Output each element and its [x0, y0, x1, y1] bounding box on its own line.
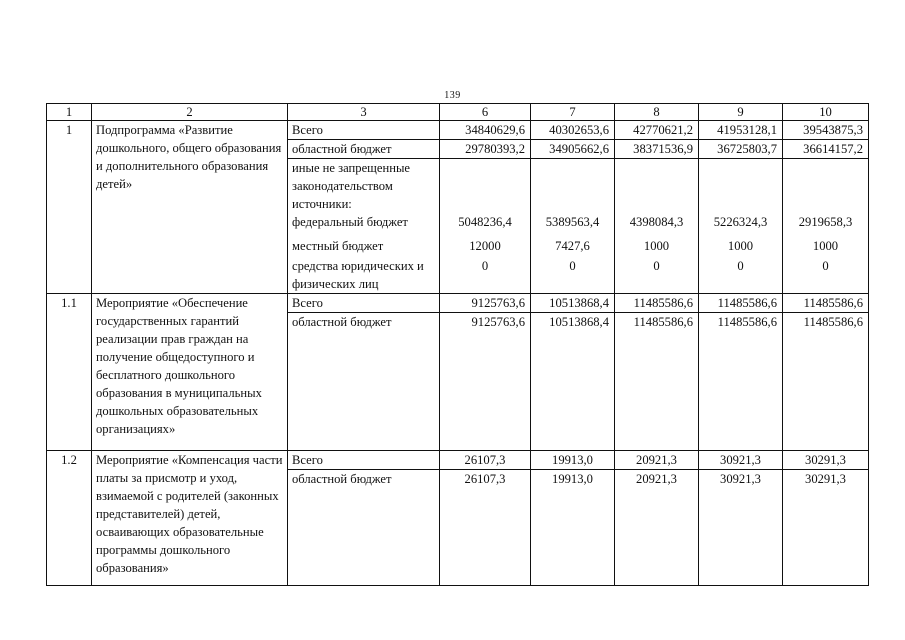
value-cell: 26107,3 [440, 451, 531, 470]
value-cell: 30291,3 [783, 451, 869, 470]
value-cell: 0 [615, 257, 699, 294]
value-cell: 41953128,1 [699, 121, 783, 140]
funding-source: Всего [288, 121, 440, 140]
program-name: Подпрограмма «Развитие дошкольного, общего образования и дополнительного образования детей» [92, 121, 288, 294]
value-cell [783, 159, 869, 214]
value-cell [699, 159, 783, 214]
value-cell: 11485586,6 [615, 313, 699, 451]
value-cell: 9125763,6 [440, 313, 531, 451]
funding-source: средства юридических и физических лиц [288, 257, 440, 294]
value-cell: 2919658,3 [783, 213, 869, 237]
value-cell: 1000 [699, 237, 783, 257]
value-cell: 36725803,7 [699, 140, 783, 159]
program-name: Мероприятие «Обеспечение государственных гарантий реализации прав граждан на получение общедоступного и бесплатного дошкольного образования в муниципальных дошкольных образовательных организациях» [92, 294, 288, 451]
value-cell: 19913,0 [531, 470, 615, 586]
funding-source: федеральный бюджет [288, 213, 440, 237]
row-number: 1.2 [47, 451, 92, 586]
value-cell: 30291,3 [783, 470, 869, 586]
value-cell: 38371536,9 [615, 140, 699, 159]
value-cell: 42770621,2 [615, 121, 699, 140]
budget-table [46, 103, 869, 586]
header-cell: 1 [47, 104, 92, 121]
value-cell: 10513868,4 [531, 294, 615, 313]
header-cell: 8 [615, 104, 699, 121]
value-cell: 10513868,4 [531, 313, 615, 451]
value-cell [615, 159, 699, 214]
program-name: Мероприятие «Компенсация части платы за присмотр и уход, взимаемой с родителей (законных представителей) детей, осваивающих образовательные программы дошкольного образования» [92, 451, 288, 586]
page-number: 139 [444, 90, 461, 101]
value-cell: 0 [440, 257, 531, 294]
value-cell: 1000 [615, 237, 699, 257]
header-cell: 9 [699, 104, 783, 121]
funding-source: областной бюджет [288, 313, 440, 451]
header-cell: 3 [288, 104, 440, 121]
row-number: 1.1 [47, 294, 92, 451]
header-row [47, 104, 869, 121]
value-cell: 30921,3 [699, 451, 783, 470]
value-cell: 0 [531, 257, 615, 294]
value-cell: 0 [783, 257, 869, 294]
value-cell: 11485586,6 [699, 313, 783, 451]
table-row [47, 294, 869, 313]
value-cell: 20921,3 [615, 470, 699, 586]
header-cell: 6 [440, 104, 531, 121]
value-cell: 26107,3 [440, 470, 531, 586]
value-cell: 11485586,6 [699, 294, 783, 313]
funding-source: Всего [288, 451, 440, 470]
row-number: 1 [47, 121, 92, 294]
funding-source: иные не запрещенные законодательством источники: [288, 159, 440, 214]
value-cell: 0 [699, 257, 783, 294]
value-cell: 36614157,2 [783, 140, 869, 159]
header-cell: 7 [531, 104, 615, 121]
value-cell: 9125763,6 [440, 294, 531, 313]
value-cell: 5226324,3 [699, 213, 783, 237]
value-cell: 30921,3 [699, 470, 783, 586]
funding-source: местный бюджет [288, 237, 440, 257]
header-cell: 2 [92, 104, 288, 121]
header-cell: 10 [783, 104, 869, 121]
value-cell: 34840629,6 [440, 121, 531, 140]
table-row [47, 121, 869, 140]
value-cell [531, 159, 615, 214]
value-cell: 39543875,3 [783, 121, 869, 140]
funding-source: Всего [288, 294, 440, 313]
value-cell [440, 159, 531, 214]
table-row [47, 451, 869, 470]
value-cell: 29780393,2 [440, 140, 531, 159]
value-cell: 11485586,6 [615, 294, 699, 313]
value-cell: 1000 [783, 237, 869, 257]
value-cell: 40302653,6 [531, 121, 615, 140]
value-cell: 34905662,6 [531, 140, 615, 159]
value-cell: 19913,0 [531, 451, 615, 470]
funding-source: областной бюджет [288, 140, 440, 159]
value-cell: 11485586,6 [783, 294, 869, 313]
funding-source: областной бюджет [288, 470, 440, 586]
value-cell: 20921,3 [615, 451, 699, 470]
value-cell: 4398084,3 [615, 213, 699, 237]
value-cell: 5389563,4 [531, 213, 615, 237]
value-cell: 12000 [440, 237, 531, 257]
value-cell: 5048236,4 [440, 213, 531, 237]
value-cell: 7427,6 [531, 237, 615, 257]
value-cell: 11485586,6 [783, 313, 869, 451]
